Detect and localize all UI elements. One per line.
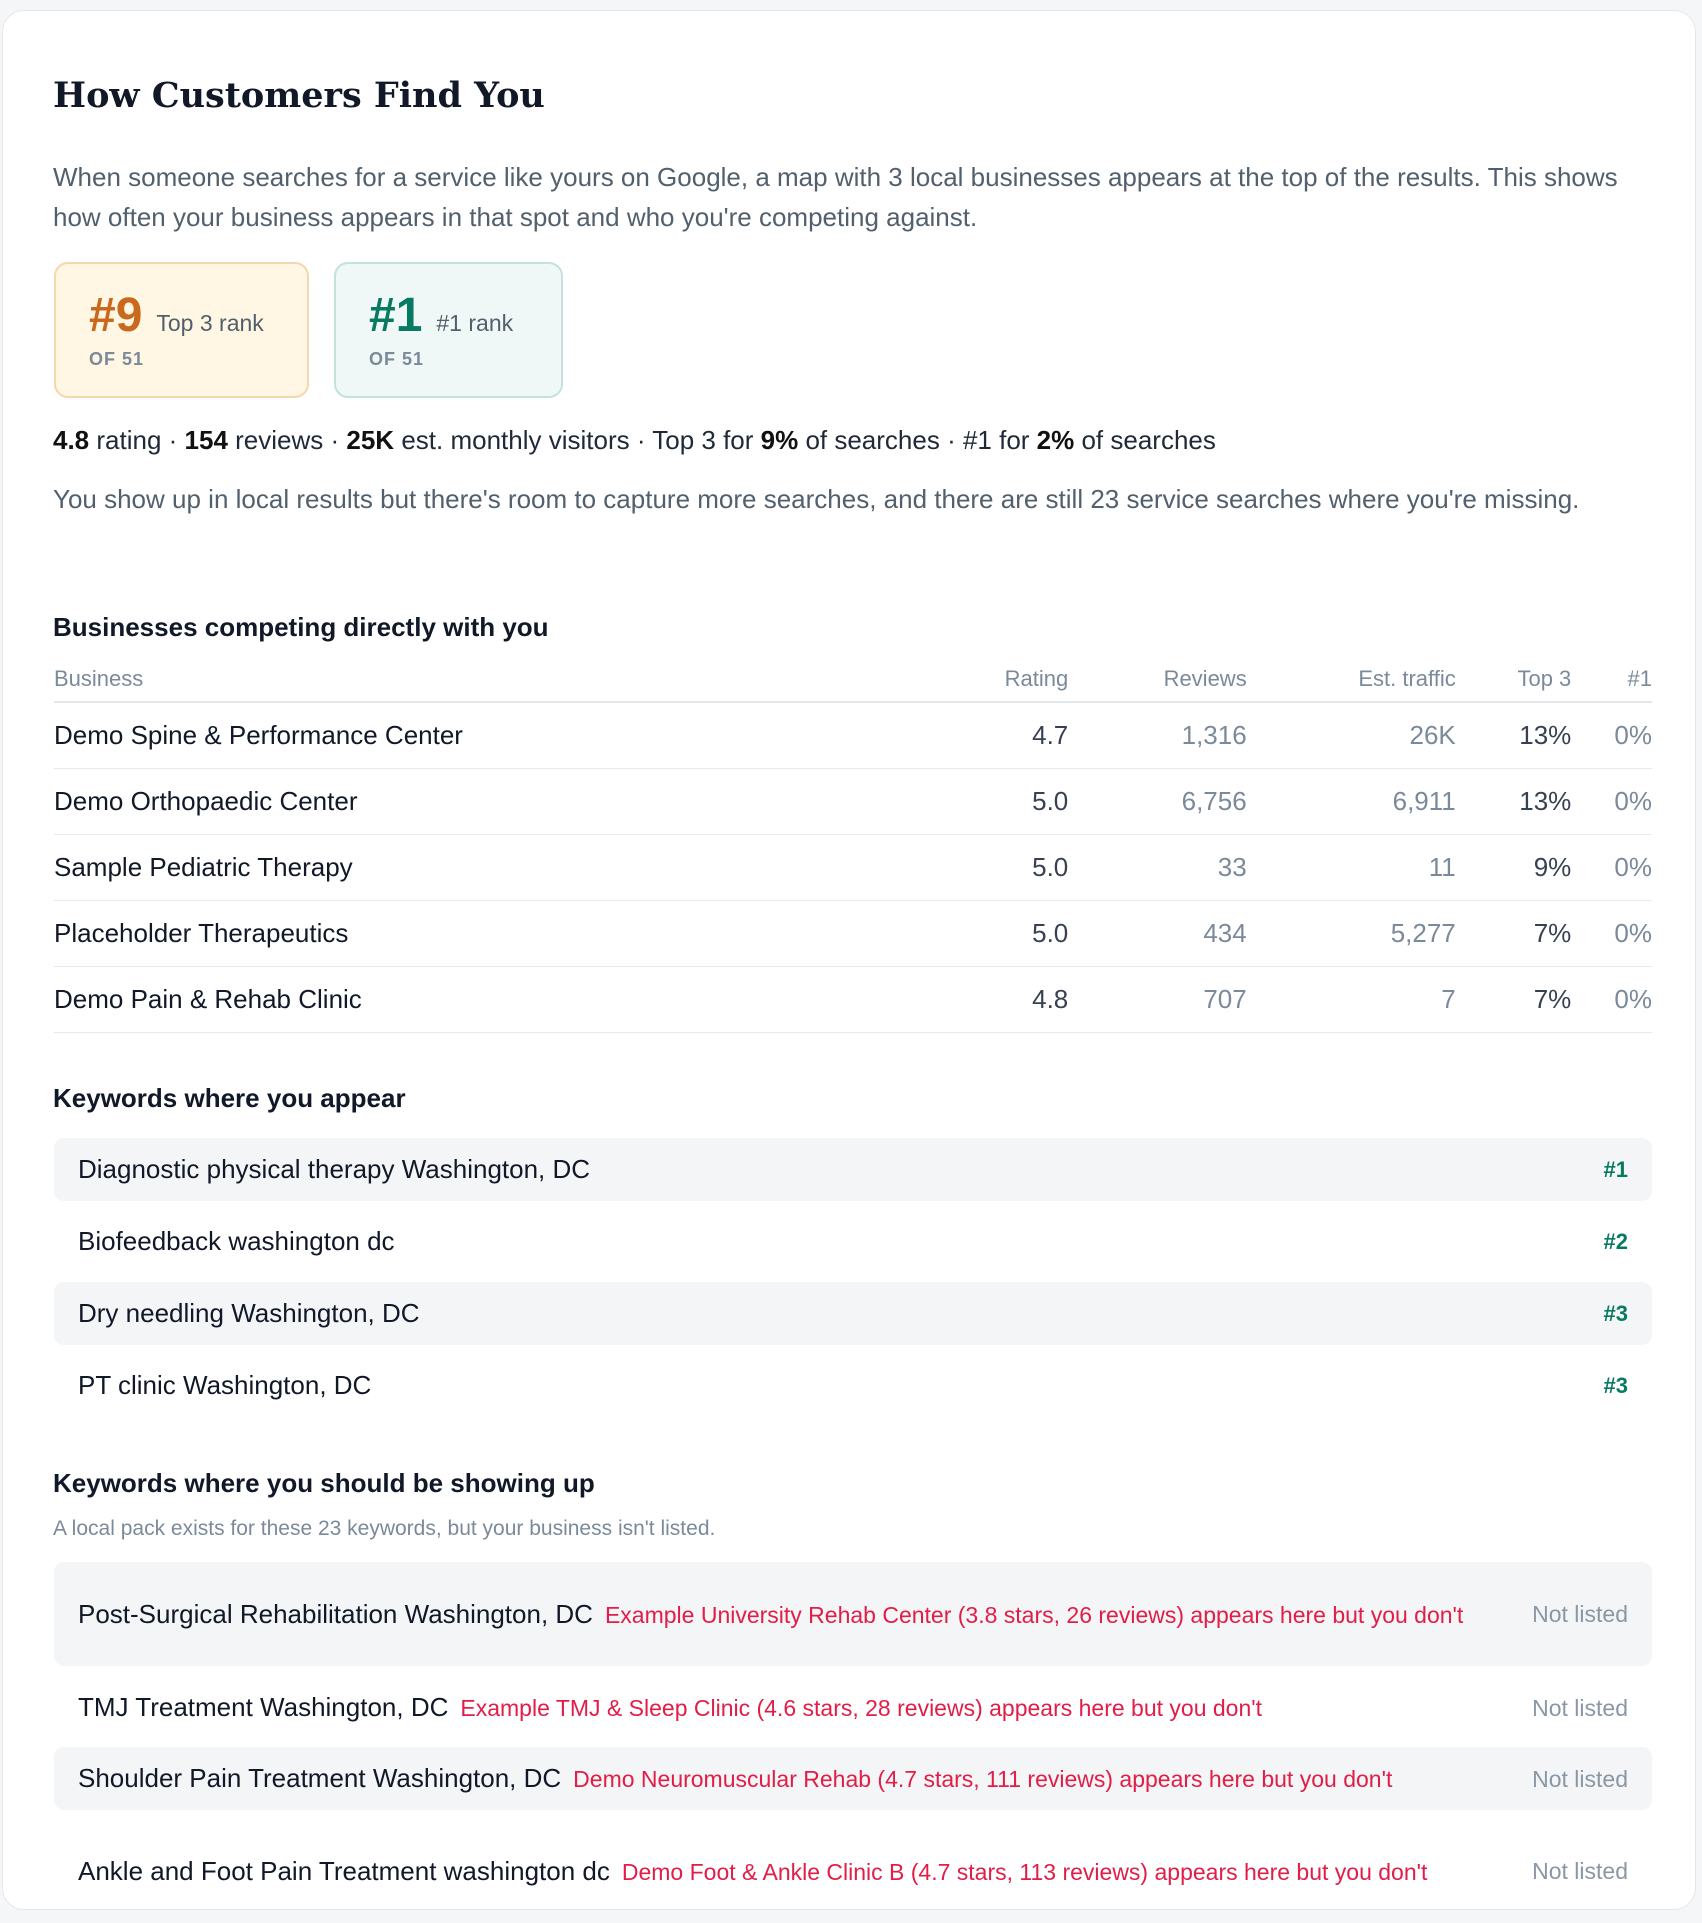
rating-cell: 5.0 [932,900,1068,966]
rating-cell: 4.8 [932,966,1068,1032]
traffic-cell: 7 [1247,966,1456,1032]
table-row [54,966,1652,1032]
top3-rank-card [54,262,309,398]
keyword-text: Post-Surgical Rehabilitation Washington, DC [78,1598,593,1629]
business-name-cell: Demo Orthopaedic Center [54,768,932,834]
how-customers-find-you-card [2,10,1696,1910]
top3-cell: 7% [1456,900,1572,966]
column-header: Reviews [1068,656,1246,702]
description: When someone searches for a service like yours on Google, a map with 3 local businesses appears at the top of the results. This shows how often your business appears in that spot and who you're competing against. [53,162,1618,232]
reviews-cell: 33 [1068,834,1246,900]
table-row [54,702,1652,768]
first-value: 2% [1036,425,1075,455]
table-row [54,900,1652,966]
competitor-note: Example TMJ & Sleep Clinic (4.6 stars, 28 reviews) appears here but you don't [460,1695,1263,1721]
first-rank-card [334,262,563,398]
rank-value: #1 [369,289,423,342]
top3-value: 9% [760,425,799,455]
keyword-rank: #3 [1603,1300,1628,1326]
keyword-row [54,1210,1652,1273]
keyword-row [54,1138,1652,1201]
missing-keyword-row [54,1747,1652,1810]
stats-line [53,425,1653,456]
first-cell: 0% [1571,768,1652,834]
status-label: Not listed [1532,1694,1628,1721]
missing-keyword-row [54,1819,1652,1923]
reviews-cell: 1,316 [1068,702,1246,768]
table-row [54,768,1652,834]
keyword-text: TMJ Treatment Washington, DC [78,1692,449,1722]
top3-cell: 7% [1456,966,1572,1032]
traffic-cell: 11 [1247,834,1456,900]
column-header: Rating [932,656,1068,702]
appear-title: Keywords where you appear [53,1083,406,1113]
keyword-rank: #3 [1603,1372,1628,1398]
keyword-row [54,1354,1652,1417]
keyword-text: Shoulder Pain Treatment Washington, DC [78,1763,562,1793]
reviews-cell: 707 [1068,966,1246,1032]
page-title: How Customers Find You [53,75,545,116]
first-cell: 0% [1571,966,1652,1032]
stat-text: of searches [1074,425,1216,455]
reviews-value: 154 [184,425,228,455]
first-cell: 0% [1571,702,1652,768]
reviews-cell: 6,756 [1068,768,1246,834]
keyword-text: Ankle and Foot Pain Treatment washington dc [78,1855,610,1886]
top3-cell: 13% [1456,768,1572,834]
business-name-cell: Placeholder Therapeutics [54,900,932,966]
competitor-note: Demo Foot & Ankle Clinic B (4.7 stars, 113 reviews) appears here but you don't [621,1858,1428,1885]
competitors-table [54,656,1652,1033]
rank-label: #1 rank [436,310,514,336]
keyword-rank: #2 [1603,1228,1628,1254]
rating-cell: 4.7 [932,702,1068,768]
stat-text: reviews · [227,425,347,455]
top3-cell: 9% [1456,834,1572,900]
table-row [54,834,1652,900]
keyword-row [54,1282,1652,1345]
visitors-value: 25K [346,425,395,455]
reviews-cell: 434 [1068,900,1246,966]
stat-text: est. monthly visitors · Top 3 for [394,425,761,455]
column-header: Business [54,656,932,702]
stat-text: rating · [89,425,185,455]
rank-value: #9 [89,289,143,342]
traffic-cell: 26K [1247,702,1456,768]
keyword-rank: #1 [1603,1156,1628,1182]
first-cell: 0% [1571,900,1652,966]
rank-of: OF 51 [89,349,145,369]
column-header: Top 3 [1456,656,1572,702]
keyword-text: PT clinic Washington, DC [78,1370,372,1400]
column-header: Est. traffic [1247,656,1456,702]
traffic-cell: 5,277 [1247,900,1456,966]
business-name-cell: Demo Spine & Performance Center [54,702,932,768]
business-name-cell: Sample Pediatric Therapy [54,834,932,900]
missing-title: Keywords where you should be showing up [53,1468,595,1498]
rating-cell: 5.0 [932,768,1068,834]
traffic-cell: 6,911 [1247,768,1456,834]
rank-label: Top 3 rank [156,310,264,336]
status-label: Not listed [1532,1601,1628,1627]
competitor-note: Demo Neuromuscular Rehab (4.7 stars, 111 reviews) appears here but you don't [573,1766,1393,1792]
missing-subtitle: A local pack exists for these 23 keywords, but your business isn't listed. [53,1517,716,1540]
rating-cell: 5.0 [932,834,1068,900]
top3-cell: 13% [1456,702,1572,768]
status-label: Not listed [1532,1858,1628,1884]
missing-keyword-row [54,1676,1652,1739]
keyword-text: Biofeedback washington dc [78,1226,395,1256]
summary-note: You show up in local results but there's room to capture more searches, and there are still 23 service searches where you're missing. [53,484,1580,514]
keyword-text: Dry needling Washington, DC [78,1298,420,1328]
rank-of: OF 51 [369,349,425,369]
competitors-title: Businesses competing directly with you [53,612,549,642]
column-header: #1 [1571,656,1652,702]
competitor-note: Example University Rehab Center (3.8 stars, 26 reviews) appears here but you don't [604,1601,1464,1628]
status-label: Not listed [1532,1765,1628,1792]
business-name-cell: Demo Pain & Rehab Clinic [54,966,932,1032]
stat-text: of searches · #1 for [798,425,1037,455]
rating-value: 4.8 [53,425,90,455]
first-cell: 0% [1571,834,1652,900]
keyword-text: Diagnostic physical therapy Washington, DC [78,1154,591,1184]
missing-keyword-row [54,1562,1652,1666]
